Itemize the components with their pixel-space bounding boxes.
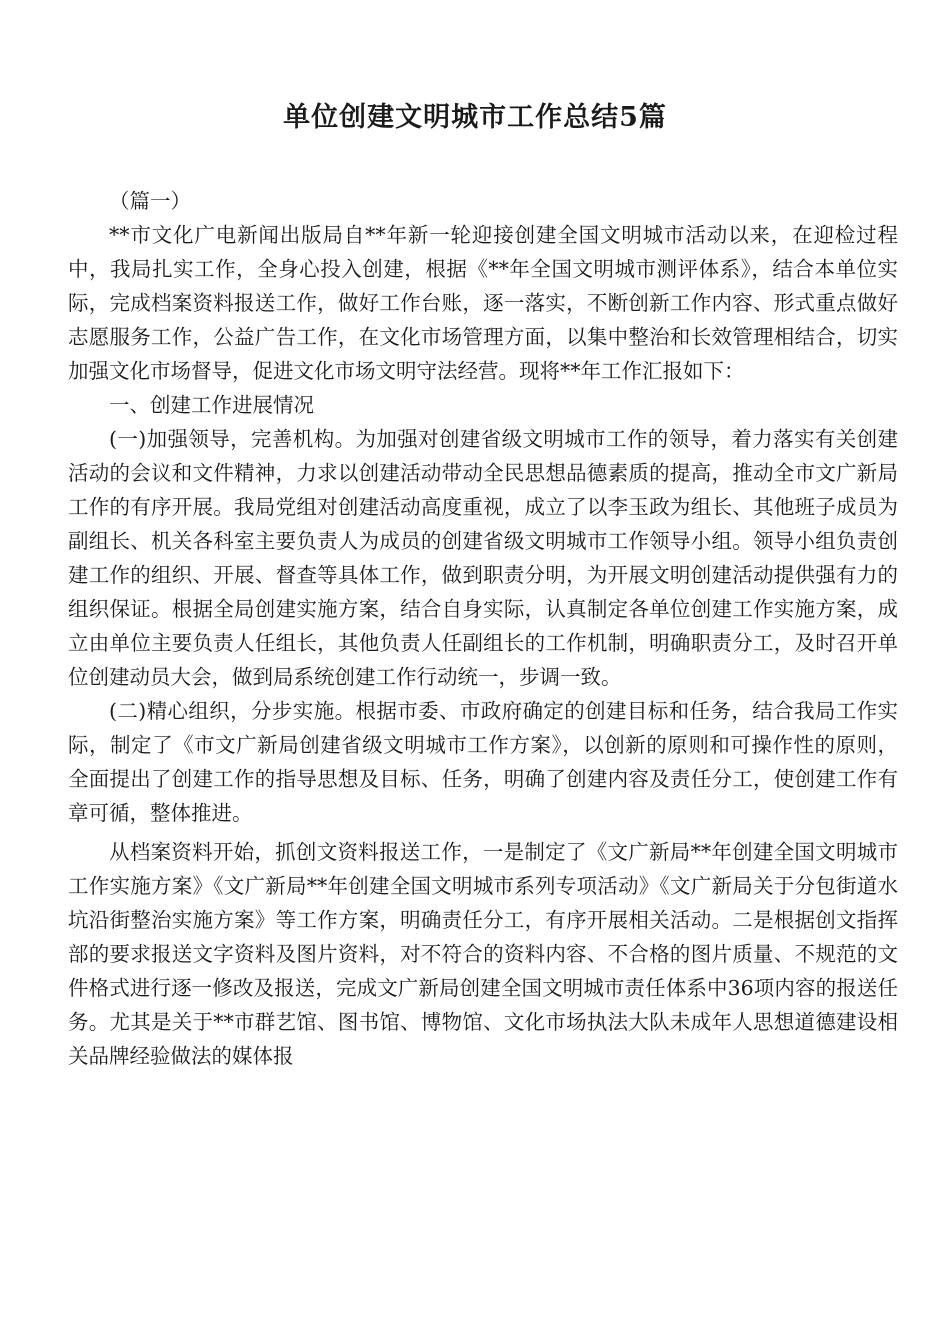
paragraph-archives: 从档案资料开始，抓创文资料报送工作，一是制定了《文广新局**年创建全国文明城市工作实施方案》《文广新局**年创建全国文明城市系列专项活动》《文广新局关于分包街道水坑沿街整治实施方案》等工作方案，明确责任分工，有序开展相关活动。二是根据创文指挥部的要求报送文字资料及图片资料，对不符合的资料内容、不合格的图片质量、不规范的文件格式进行逐一修改及报送，完成文广新局创建全国文明城市责任体系中36项内容的报送任务。尤其是关于**市群艺馆、图书馆、博物馆、文化市场执法大队未成年人思想道德建设相关品牌经验做法的媒体报 bbox=[68, 840, 898, 1068]
paragraph-organization: (二)精心组织，分步实施。根据市委、市政府确定的创建目标和任务，结合我局工作实际，制定了《市文广新局创建省级文明城市工作方案》，以创新的原则和可操作性的原则，全面提出了创建工作的指导思想及目标、任务，明确了创建内容及责任分工，使创建工作有章可循，整体推进。 bbox=[68, 699, 898, 825]
paragraph-intro: **市文化广电新闻出版局自**年新一轮迎接创建全国文明城市活动以来，在迎检过程中，我局扎实工作，全身心投入创建，根据《**年全国文明城市测评体系》，结合本单位实际，完成档案资料报送工作，做好工作台账，逐一落实，不断创新工作内容、形式重点做好志愿服务工作，公益广告工作，在文化市场管理方面，以集中整治和长效管理相结合，切实加强文化市场督导，促进文化市场文明守法经营。现将**年工作汇报如下： bbox=[68, 223, 898, 383]
section-label: （篇一） bbox=[109, 189, 191, 213]
paragraph-leadership: (一)加强领导，完善机构。为加强对创建省级文明城市工作的领导，着力落实有关创建活动的会议和文件精神，力求以创建活动带动全民思想品德素质的提高，推动全市文广新局工作的有序开展。我局党组对创建活动高度重视，成立了以李玉政为组长、其他班子成员为副组长、机关各科室主要负责人为成员的创建省级文明城市工作领导小组。领导小组负责创建工作的组织、开展、督查等具体工作，做到职责分明，为开展文明创建活动提供强有力的组织保证。根据全局创建实施方案，结合自身实际，认真制定各单位创建工作实施方案，成立由单位主要负责人任组长，其他负责人任副组长的工作机制，明确职责分工，及时召开单位创建动员大会，做到局系统创建工作行动统一，步调一致。 bbox=[68, 427, 898, 689]
document-body bbox=[68, 184, 898, 1073]
heading-progress: 一、创建工作进展情况 bbox=[109, 393, 314, 417]
document-title: 单位创建文明城市工作总结5篇 bbox=[283, 102, 667, 133]
